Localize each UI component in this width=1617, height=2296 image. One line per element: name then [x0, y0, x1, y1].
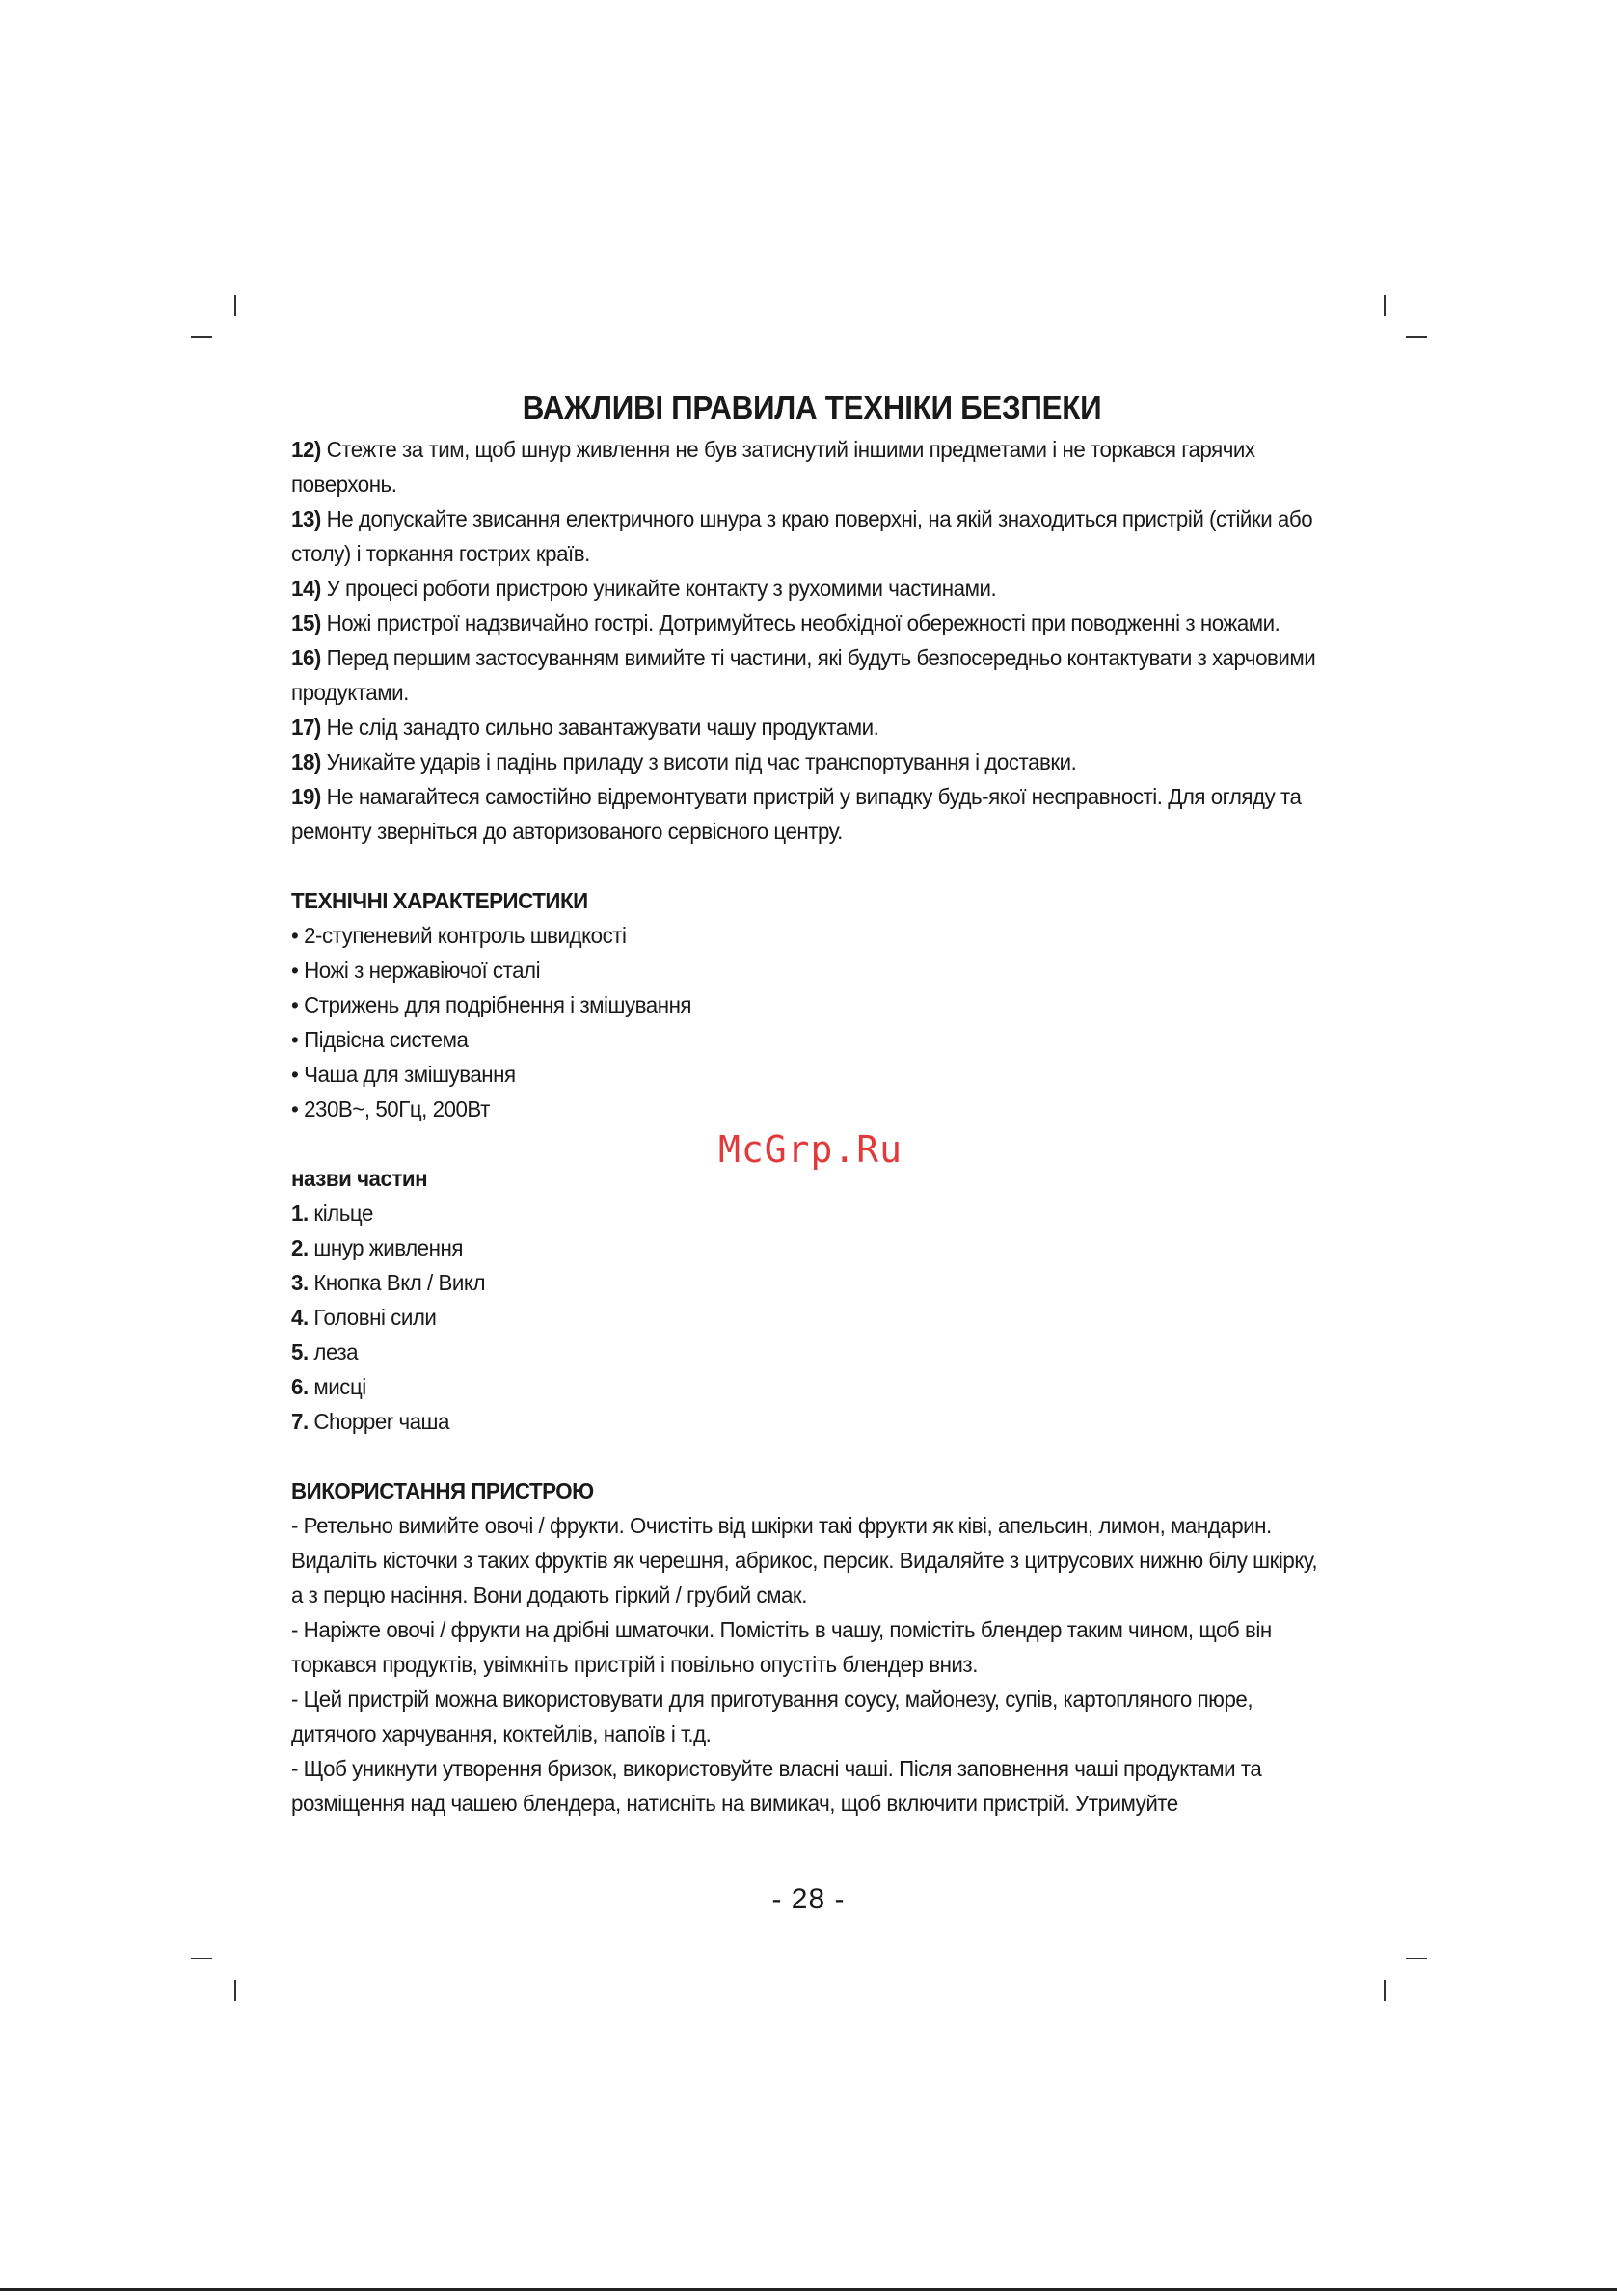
page-content [291, 386, 1333, 1821]
safety-rule: 14) У процесі роботи пристрою уникайте контакту з рухомими частинами. [291, 576, 997, 601]
usage-title: ВИКОРИСТАННЯ ПРИСТРОЮ [291, 1478, 594, 1503]
crop-mark-top-left-v [234, 295, 236, 316]
crop-mark-top-right-h [1406, 336, 1427, 338]
usage-paragraph: - Цей пристрій можна використовувати для приготування соусу, майонезу, супів, картопляного пюре, дитячого харчування, коктейлів, напоїв і т.д. [291, 1687, 1253, 1746]
parts-list [291, 1196, 1333, 1439]
safety-rule: 15) Ножі пристрої надзвичайно гострі. Дотримуйтесь необхідної обережності при поводженні з ножами. [291, 610, 1280, 635]
page-title: ВАЖЛИВІ ПРАВИЛА ТЕХНІКИ БЕЗПЕКИ [522, 390, 1102, 425]
part-item: 3. Кнопка Вкл / Викл [291, 1270, 485, 1295]
part-item: 4. Головні сили [291, 1305, 437, 1330]
watermark: McGrp.Ru [718, 1128, 903, 1171]
crop-mark-top-left-h [191, 336, 212, 338]
part-item: 2. шнур живлення [291, 1235, 463, 1260]
crop-mark-bottom-left-h [191, 1958, 212, 1959]
spec-item: • 230В~, 50Гц, 200Вт [291, 1096, 490, 1121]
safety-rule: 19) Не намагайтеся самостійно відремонтувати пристрій у випадку будь-якої несправності. Для огляду та ремонту зверніться до авторизованого сервісного центру. [291, 784, 1302, 844]
parts-title: назви частин [291, 1166, 428, 1191]
spec-item: • Підвісна система [291, 1027, 469, 1052]
crop-mark-bottom-right-v [1384, 1980, 1386, 2001]
part-item: 7. Chopper чаша [291, 1409, 449, 1434]
specs-title: ТЕХНІЧНІ ХАРАКТЕРИСТИКИ [291, 888, 588, 913]
crop-mark-top-right-v [1384, 295, 1386, 316]
safety-rules-list [291, 432, 1333, 849]
bottom-edge-line [0, 2288, 1617, 2291]
part-item: 5. леза [291, 1339, 359, 1364]
usage-paragraph: - Щоб уникнути утворення бризок, використовуйте власні чаші. Після заповнення чаші продуктами та розміщення над чашею блендера, натисніть на вимикач, щоб включити пристрій. Утримуйте [291, 1756, 1262, 1816]
spec-item: • Стрижень для подрібнення і змішування [291, 992, 692, 1017]
safety-rule: 16) Перед першим застосуванням вимийте ті частини, які будуть безпосередньо контактувати з харчовими продуктами. [291, 645, 1316, 705]
safety-rule: 18) Уникайте ударів і падінь приладу з висоти під час транспортування і доставки. [291, 749, 1077, 774]
safety-rule: 13) Не допускайте звисання електричного шнура з краю поверхні, на якій знаходиться пристрій (стійки або столу) і торкання гострих країв. [291, 506, 1313, 566]
safety-rule: 17) Не слід занадто сильно завантажувати чашу продуктами. [291, 715, 879, 740]
specs-list [291, 918, 1333, 1126]
usage-paragraph: - Ретельно вимийте овочі / фрукти. Очистіть від шкірки такі фрукти як ківі, апельсин, лимон, мандарин. Видаліть кісточки з таких фруктів як черешня, абрикос, персик. Видаляйте з цитрусових нижню білу шкірку, а з перцю насіння. Вони додають гіркий / грубий смак. [291, 1513, 1318, 1607]
crop-mark-bottom-right-h [1406, 1958, 1427, 1959]
spec-item: • Чаша для змішування [291, 1062, 516, 1087]
crop-mark-bottom-left-v [234, 1980, 236, 2001]
page-number: - 28 - [771, 1883, 846, 1915]
spec-item: • Ножі з нержавіючої сталі [291, 958, 541, 983]
usage-text [291, 1508, 1333, 1821]
safety-rule: 12) Стежте за тим, щоб шнур живлення не був затиснутий іншими предметами і не торкався гарячих поверхонь. [291, 437, 1255, 497]
usage-paragraph: - Наріжте овочі / фрукти на дрібні шматочки. Помістіть в чашу, помістіть блендер таким чином, щоб він торкався продуктів, увімкніть пристрій і повільно опустіть блендер вниз. [291, 1617, 1272, 1677]
spec-item: • 2-ступеневий контроль швидкості [291, 923, 627, 948]
part-item: 1. кільце [291, 1201, 373, 1226]
part-item: 6. мисці [291, 1374, 366, 1399]
